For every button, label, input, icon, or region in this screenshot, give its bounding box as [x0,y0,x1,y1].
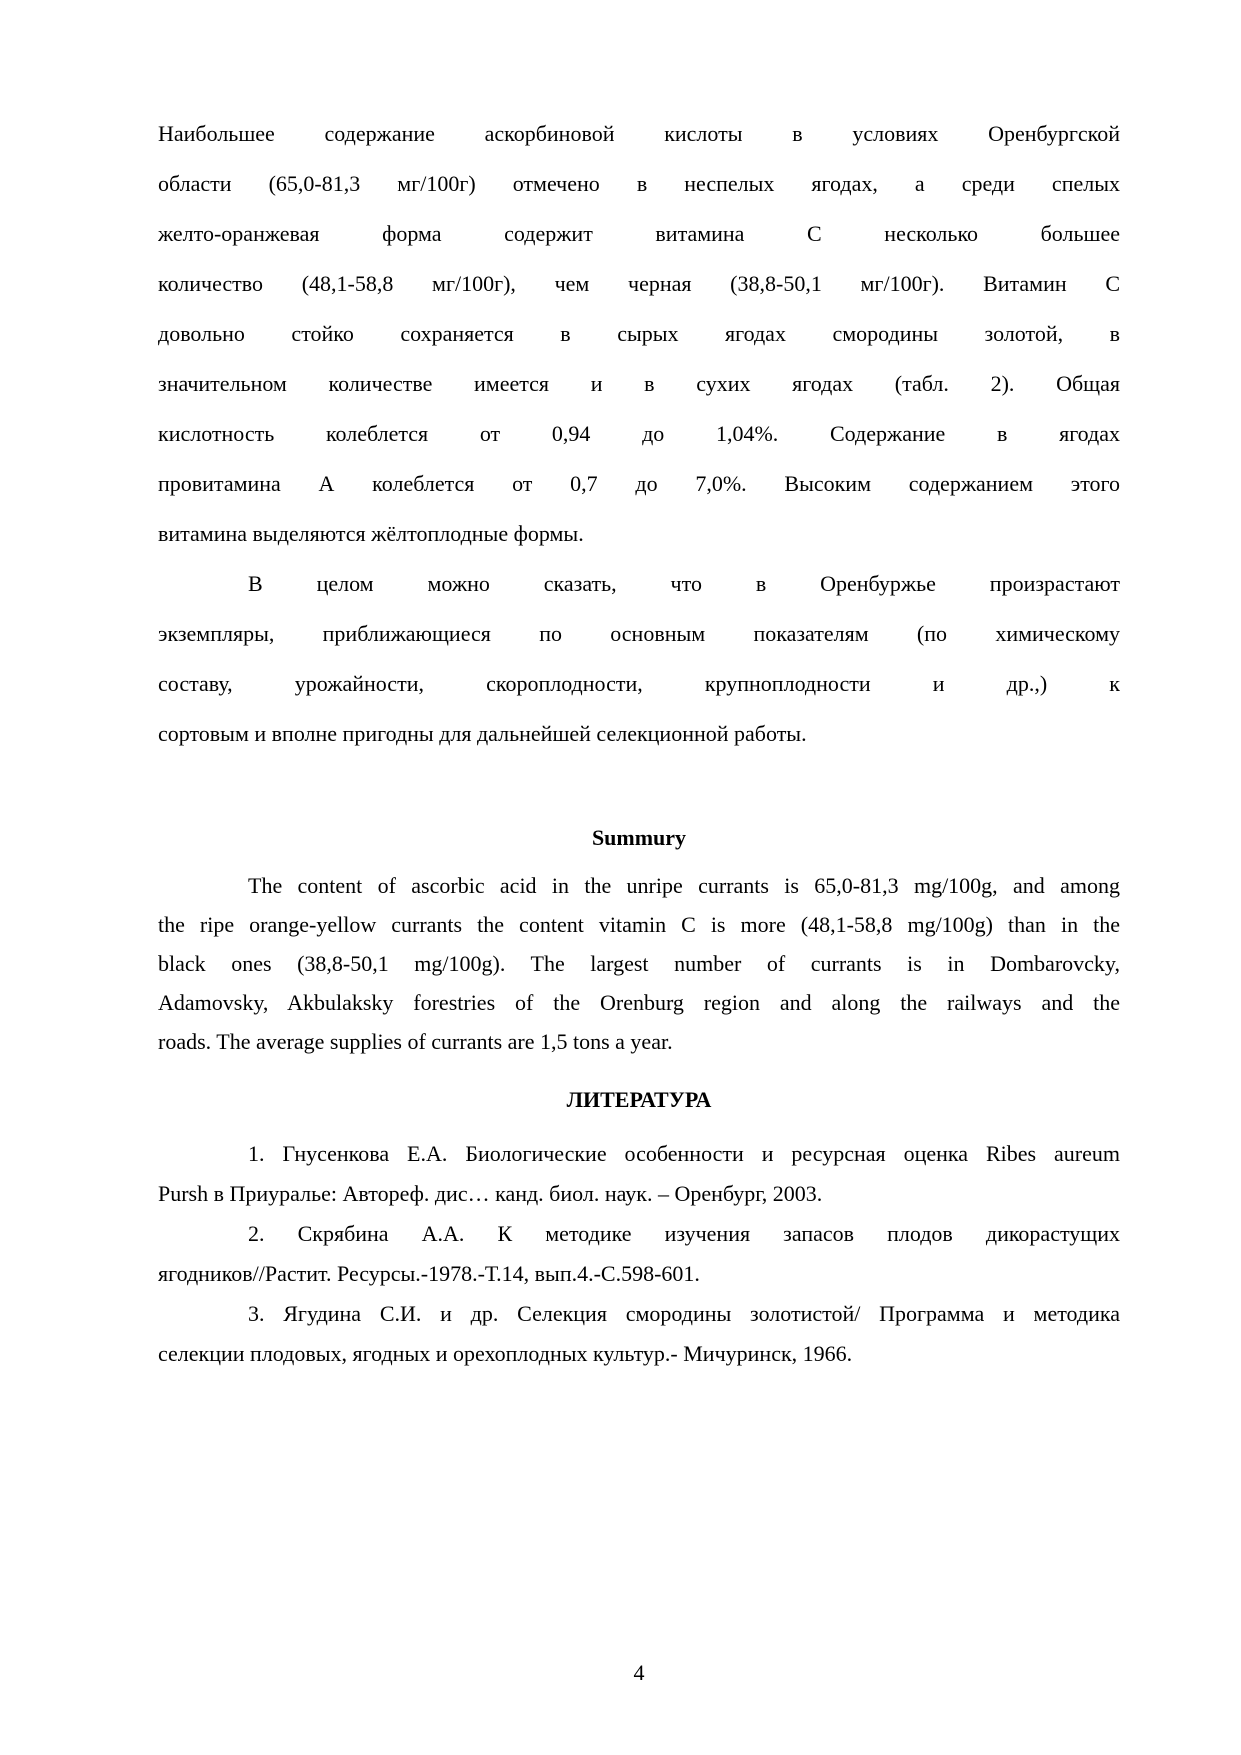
page-number: 4 [633,1660,645,1685]
text-line: желто-оранжевая форма содержит витамина С несколько большее [158,221,1120,246]
text-line: сортовым и вполне пригодны для дальнейшей селекционной работы. [158,721,807,746]
text-line: области (65,0-81,3 мг/100г) отмечено в неспелых ягодах, а среди спелых [158,171,1120,196]
text-line: кислотность колеблется от 0,94 до 1,04%. Содержание в ягодах [158,421,1120,446]
text-line: 3. Ягудина С.И. и др. Селекция смородины золотистой/ Программа и методика [248,1301,1120,1326]
reference-item-1 [158,1134,1120,1214]
text-line: значительном количестве имеется и в сухих ягодах (табл. 2). Общая [158,371,1120,396]
text-line: black ones (38,8-50,1 mg/100g). The largest number of currants is in Dombarovcky, [158,951,1120,976]
text-line: витамина выделяются жёлтоплодные формы. [158,521,584,546]
text-line: 1. Гнусенкова Е.А. Биологические особенности и ресурсная оценка Ribes aureum [248,1141,1120,1166]
reference-item-2 [158,1214,1120,1294]
literature-heading: ЛИТЕРАТУРА [566,1087,712,1112]
summary-paragraph [158,866,1120,1061]
reference-list [158,1134,1120,1374]
body-paragraph-2 [158,559,1120,759]
text-line: количество (48,1-58,8 мг/100г), чем черная (38,8-50,1 мг/100г). Витамин С [158,271,1120,296]
text-line: составу, урожайности, скороплодности, крупноплодности и др.,) к [158,671,1120,696]
text-line: ягодников//Растит. Ресурсы.-1978.-Т.14, вып.4.-С.598-601. [158,1261,700,1286]
text-line: Pursh в Приуралье: Автореф. дис… канд. биол. наук. – Оренбург, 2003. [158,1181,823,1206]
text-line: селекции плодовых, ягодных и орехоплодных культур.- Мичуринск, 1966. [158,1341,853,1366]
text-line: провитамина А колеблется от 0,7 до 7,0%. Высоким содержанием этого [158,471,1120,496]
text-line: roads. The average supplies of currants are 1,5 tons a year. [158,1029,673,1054]
body-paragraph-1 [158,109,1120,559]
text-line: 2. Скрябина А.А. К методике изучения запасов плодов дикорастущих [248,1221,1120,1246]
text-line: the ripe orange-yellow currants the content vitamin C is more (48,1-58,8 mg/100g) than in the [158,912,1120,937]
text-line: Adamovsky, Akbulaksky forestries of the Orenburg region and along the railways and the [158,990,1120,1015]
text-line: В целом можно сказать, что в Оренбуржье произрастают [248,571,1120,596]
summary-heading: Summury [591,825,687,850]
reference-item-3 [158,1294,1120,1374]
text-line: Наибольшее содержание аскорбиновой кислоты в условиях Оренбургской [158,121,1120,146]
text-line: экземпляры, приближающиеся по основным показателям (по химическому [158,621,1120,646]
text-column [158,0,1120,1693]
text-line: довольно стойко сохраняется в сырых ягодах смородины золотой, в [158,321,1120,346]
text-line: The content of ascorbic acid in the unripe currants is 65,0-81,3 mg/100g, and among [248,873,1120,898]
